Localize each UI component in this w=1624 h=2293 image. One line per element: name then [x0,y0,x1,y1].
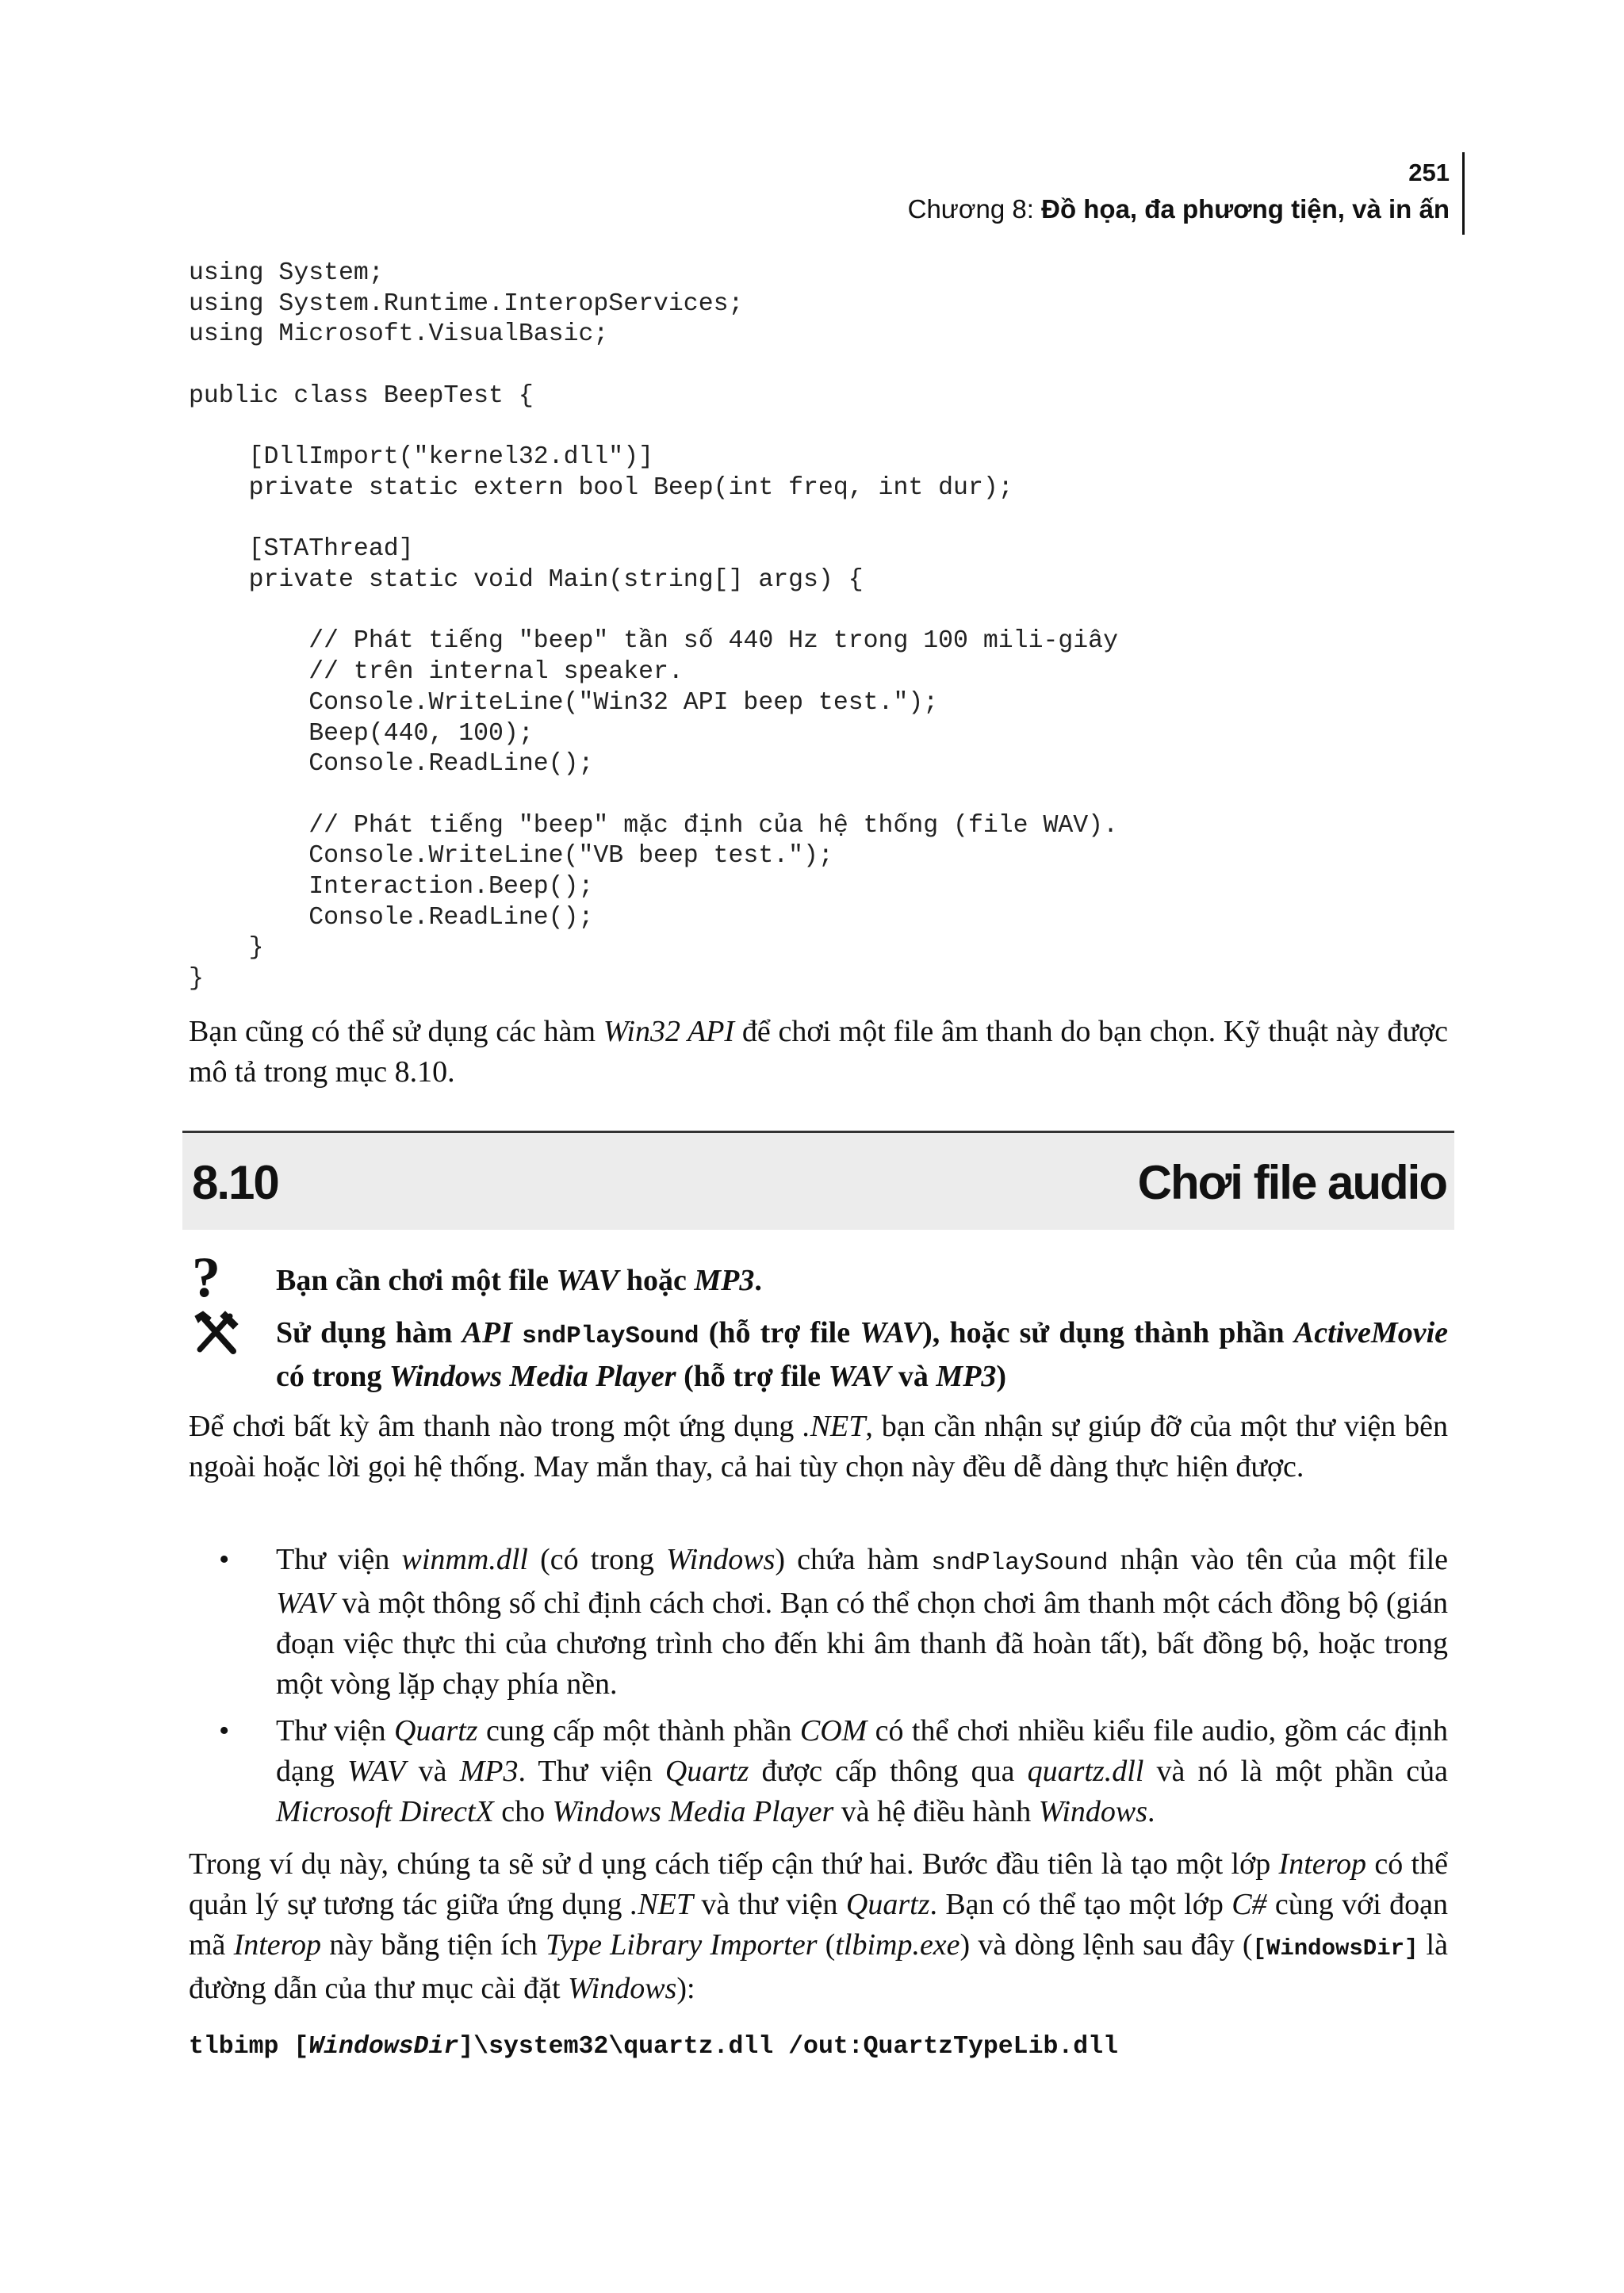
text-run: Thư viện [276,1543,402,1576]
text-run-italic: Type Library Importer [545,1928,818,1962]
text-run-italic: Windows [1038,1795,1148,1828]
text-run-italic: MP3 [936,1360,997,1393]
text-run: và thư viện [693,1888,846,1921]
text-run: nhận vào tên của một file [1108,1543,1449,1576]
text-run-italic: ActiveMovie [1293,1316,1448,1349]
text-run: . [754,1264,762,1297]
code-run: [WindowsDir] [1252,1935,1419,1962]
text-run: và [891,1360,936,1393]
text-run-italic: C# [1231,1888,1267,1921]
solution-statement [276,1313,1448,1397]
text-run: (hỗ trợ file [676,1360,829,1393]
code-run: ]\system32\quartz.dll /out:QuartzTypeLib.dll [458,2033,1119,2061]
text-run-italic: Quartz [845,1888,930,1921]
text-run-italic: Windows Media Player [552,1795,834,1828]
section-number: 8.10 [192,1156,278,1209]
section-banner [182,1133,1454,1230]
text-run: ) chứa hàm [775,1543,932,1576]
code-run: sndPlaySound [522,1323,699,1350]
text-run: này bằng tiện ích [321,1928,546,1962]
problem-statement [276,1261,1448,1301]
text-run: có trong [276,1360,389,1393]
text-run-italic: Windows [666,1543,776,1576]
text-run: và hệ điều hành [833,1795,1039,1828]
text-run: là đường dẫn của thư mục cài đặt [189,1928,1448,2005]
bullet-1-text [276,1540,1448,1705]
code-run-italic: WindowsDir [308,2033,459,2061]
text-run: ) và dòng lệnh sau đây ( [959,1928,1253,1962]
bullet-2-text [276,1711,1448,1832]
text-run: và [405,1755,460,1788]
text-run-italic: Win32 API [603,1015,735,1048]
text-run: . Thư viện [518,1755,665,1788]
text-run: ): [676,1972,695,2005]
text-run: và nó là một phần của [1143,1755,1448,1788]
text-run: được cấp thông qua [749,1755,1028,1788]
text-run: Trong ví dụ này, chúng ta sẽ sử d ụng cách tiếp cận thứ hai. Bước đầu tiên là tạo một lớp [189,1847,1279,1881]
text-run: (hỗ trợ file [699,1316,860,1349]
bullet-point: • [219,1543,230,1576]
text-run: và một thông số chỉ định cách chơi. Bạn có thể chọn chơi âm thanh một cách đồng bộ (gián đoạn việc thực thi của chương trình cho đến khi âm thanh đã hoàn tất), bất đồng bộ, hoặc trong một vòng lặp chạy phía nền. [276,1587,1448,1701]
chapter-title: Đồ họa, đa phương tiện, và in ấn [1041,194,1450,224]
chapter-prefix: Chương 8: [907,194,1042,224]
page-number: 251 [1408,159,1450,186]
text-run: cung cấp một thành phần [477,1714,800,1748]
section-title: Chơi file audio [1137,1156,1446,1209]
text-run-italic: Interop [233,1928,322,1962]
bullet-point: • [219,1714,230,1748]
text-run: Sử dụng hàm [276,1316,462,1349]
text-run: Thư viện [276,1714,394,1748]
text-run: có thể chơi nhiều kiểu file audio, gồm các định dạng [276,1714,1448,1788]
text-run-italic: MP3 [459,1755,519,1788]
text-run-italic: quartz.dll [1027,1755,1144,1788]
text-run: ) [996,1360,1007,1393]
text-run: . [1147,1795,1155,1828]
text-run-italic: Quartz [665,1755,749,1788]
final-paragraph [189,1844,1448,2009]
chapter-heading [908,190,1450,228]
page-header [908,155,1450,228]
text-run: Để chơi bất kỳ âm thanh nào trong một ứng dụng [189,1410,803,1443]
text-run-italic: WAV [276,1587,335,1620]
text-run-italic: COM [799,1714,868,1748]
command-line [189,2031,1118,2063]
paragraph-after-code [189,1012,1448,1093]
text-run-italic: .NET [630,1888,694,1921]
text-run-italic: WAV [347,1755,406,1788]
text-run: để chơi một file âm thanh do bạn chọn. Kỹ thuật này được mô tả trong mục 8.10. [189,1015,1448,1089]
text-run-italic: WAV [860,1316,923,1349]
text-run: cùng với đoạn mã [189,1888,1449,1962]
text-run-italic: winmm.dll [401,1543,528,1576]
text-run: cho [493,1795,553,1828]
text-run-italic: Windows [568,1972,677,2005]
text-run-italic: Microsoft DirectX [276,1795,494,1828]
text-run-italic: WAV [556,1264,619,1297]
text-run: ), hoặc sử dụng thành phần [922,1316,1294,1349]
text-run: (có trong [527,1543,667,1576]
text-run: Bạn cần chơi một file [276,1264,557,1297]
code-run: sndPlaySound [931,1549,1109,1577]
text-run-italic: .NET [802,1410,866,1443]
text-run-italic: MP3 [694,1264,755,1297]
text-run-italic: Interop [1278,1847,1367,1881]
text-run-italic: Quartz [394,1714,478,1748]
text-run: hoặc [619,1264,695,1297]
tools-icon [190,1308,241,1359]
text-run: , bạn cần nhận sự giúp đỡ của một thư viện bên ngoài hoặc lời gọi hệ thống. May mắn thay, cả hai tùy chọn này đều dễ dàng thực hiện được. [189,1410,1449,1483]
text-run: có thể quản lý sự tương tác giữa ứng dụng [189,1847,1448,1921]
text-run-italic: API [462,1316,513,1349]
intro-paragraph [189,1407,1448,1487]
code-block: using System; using System.Runtime.InteropServices; using Microsoft.VisualBasic; public class BeepTest { [DllImport("kernel32.dll")] private static extern bool Beep(int freq, int dur); [STAThread] private static void Main(string[] args) { // Phát tiếng "beep" tần số 440 Hz trong 100 mili-giây // trên internal speaker. Console.WriteLine("Win32 API beep test."); Beep(440, 100); Console.ReadLine(); // Phát tiếng "beep" mặc định của hệ thống (file WAV). Console.WriteLine("VB beep test."); Interaction.Beep(); Console.ReadLine(); } } [189,259,1118,993]
text-run: ( [817,1928,836,1962]
text-run-italic: WAV [828,1360,891,1393]
header-vertical-rule [1462,152,1465,235]
text-run-italic: Windows Media Player [389,1360,676,1393]
text-run: . Bạn có thể tạo một lớp [929,1888,1232,1921]
question-mark-icon: ? [192,1246,220,1309]
code-run: tlbimp [ [189,2033,309,2061]
text-run-italic: tlbimp.exe [835,1928,960,1962]
text-run: Bạn cũng có thể sử dụng các hàm [189,1015,603,1048]
